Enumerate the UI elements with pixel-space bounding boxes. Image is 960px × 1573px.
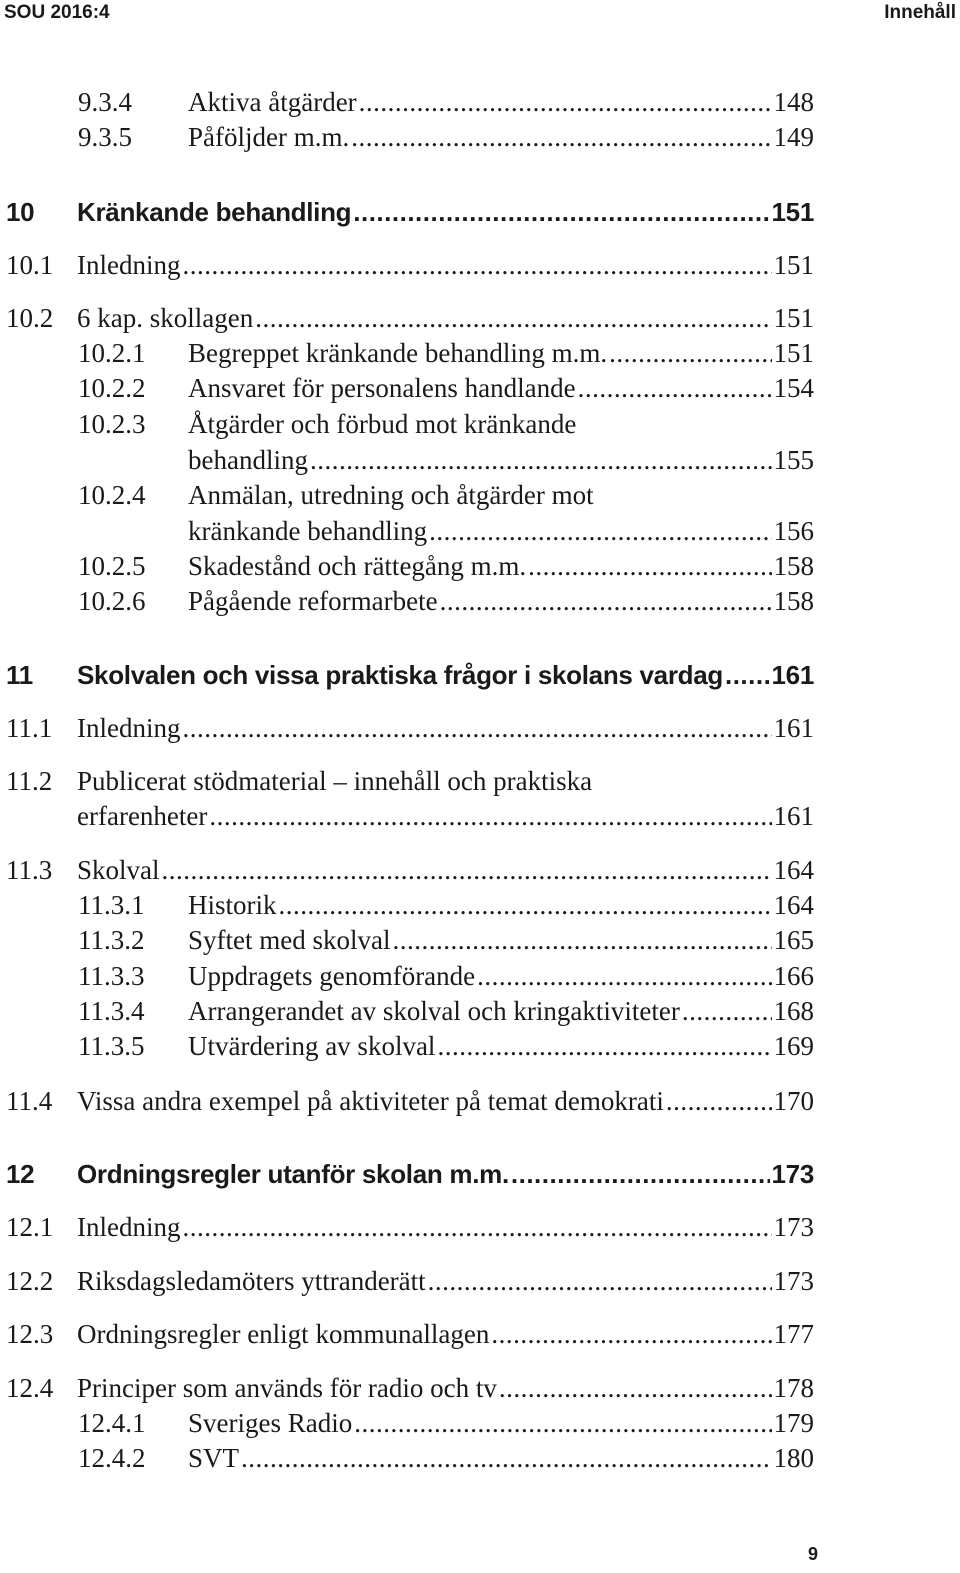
toc-number: 11.2	[6, 766, 53, 796]
toc-number: 12.4	[6, 1373, 54, 1403]
toc-number: 11.3.2	[78, 925, 145, 955]
toc-number: 11.1	[6, 713, 53, 743]
toc-number: 10.2.3	[78, 409, 146, 439]
toc-page: 151	[773, 303, 814, 333]
toc-title: Inledning ..... 151	[77, 250, 814, 281]
dot-leader	[666, 1086, 772, 1117]
page-number: 9	[807, 1544, 818, 1564]
toc-number: 12.3	[6, 1319, 54, 1349]
dot-leader	[241, 1443, 771, 1474]
toc-title: Inledning ..... 161	[77, 713, 814, 744]
toc-page: 161	[773, 713, 814, 743]
toc-page: 164	[773, 855, 814, 885]
toc-number: 12.2	[6, 1266, 54, 1296]
toc-page: 166	[773, 961, 814, 991]
toc-title: Riksdagsledamöters yttranderätt ..... 173	[77, 1266, 814, 1297]
toc-title: Vissa andra exempel på aktiviteter på temat demokrati ..... 170	[77, 1086, 814, 1117]
toc-page: 155	[773, 445, 814, 475]
dot-leader	[477, 961, 771, 992]
toc-page: 158	[773, 586, 814, 616]
toc-number: 11.3	[6, 855, 53, 885]
toc-page: 169	[773, 1031, 814, 1061]
chapter-number: 12	[6, 1159, 35, 1189]
dot-leader	[491, 1319, 771, 1350]
toc-title: Utvärdering av skolval ..... 169	[188, 1031, 814, 1062]
toc-number: 12.4.2	[78, 1443, 146, 1473]
toc-title: Åtgärder och förbud mot kränkande	[188, 409, 577, 439]
toc-number: 10.1	[6, 250, 54, 280]
toc-number: 11.3.4	[78, 996, 145, 1026]
chapter-title: Ordningsregler utanför skolan m.m. ..... 173	[77, 1159, 814, 1190]
dot-leader	[682, 996, 772, 1027]
toc-page: 164	[773, 890, 814, 920]
dot-leader	[725, 660, 770, 691]
toc-number: 10.2.4	[78, 480, 146, 510]
toc-title: Syftet med skolval ..... 165	[188, 925, 814, 956]
toc-number: 11.3.5	[78, 1031, 145, 1061]
toc-title: Publicerat stödmaterial – innehåll och praktiska	[77, 766, 593, 796]
dot-leader	[440, 586, 772, 617]
toc-title: Principer som används för radio och tv ..... 178	[77, 1373, 814, 1404]
toc-title: Pågående reformarbete ..... 158	[188, 586, 814, 617]
toc-title: SVT ..... 180	[188, 1443, 814, 1474]
dot-leader	[351, 122, 771, 153]
toc-page: 151	[771, 197, 814, 227]
toc-page: 156	[773, 516, 814, 546]
dot-leader	[182, 1212, 771, 1243]
toc-title: Uppdragets genomförande ..... 166	[188, 961, 814, 992]
toc-page: 151	[773, 338, 814, 368]
chapter-number: 10	[6, 197, 35, 227]
toc-page: 149	[773, 122, 814, 152]
toc-title: Ansvaret för personalens handlande ..... 154	[188, 373, 814, 404]
dot-leader	[310, 445, 772, 476]
toc-title: Påföljder m.m. ..... 149	[188, 122, 814, 153]
chapter-title: Skolvalen och vissa praktiska frågor i skolans vardag ..... 161	[77, 660, 814, 691]
toc-title: Skadestånd och rättegång m.m. ..... 158	[188, 551, 814, 582]
dot-leader	[609, 338, 771, 369]
dot-leader	[279, 890, 772, 921]
dot-leader	[182, 713, 771, 744]
toc-number: 10.2.1	[78, 338, 146, 368]
toc-title: 6 kap. skollagen ..... 151	[77, 303, 814, 334]
toc-number: 10.2.5	[78, 551, 146, 581]
toc-number: 9.3.4	[78, 87, 132, 117]
toc-page: 168	[773, 996, 814, 1026]
toc-number: 12.1	[6, 1212, 54, 1242]
toc-page: 180	[773, 1443, 814, 1473]
dot-leader	[578, 373, 772, 404]
toc-title-continued: behandling ..... 155	[188, 445, 814, 476]
toc-title: Skolval ..... 164	[77, 855, 814, 886]
toc-page: 165	[773, 925, 814, 955]
dot-leader	[511, 1159, 770, 1190]
toc-page: 148	[773, 87, 814, 117]
section-name: Innehåll	[884, 2, 956, 23]
dot-leader	[359, 87, 772, 118]
toc-title: Ordningsregler enligt kommunallagen ..... 177	[77, 1319, 814, 1350]
toc-page: 177	[773, 1319, 814, 1349]
toc-page: 154	[773, 373, 814, 403]
toc-number: 10.2	[6, 303, 54, 333]
dot-leader	[182, 250, 771, 281]
toc-title-continued: kränkande behandling ..... 156	[188, 516, 814, 547]
dot-leader	[255, 303, 771, 334]
toc-number: 10.2.6	[78, 586, 146, 616]
toc-page: 178	[773, 1373, 814, 1403]
toc-title: Sveriges Radio ..... 179	[188, 1408, 814, 1439]
dot-leader	[499, 1373, 772, 1404]
toc-page: 161	[771, 660, 814, 690]
dot-leader	[392, 925, 771, 956]
dot-leader	[354, 1408, 771, 1439]
dot-leader	[437, 1031, 771, 1062]
toc-number: 9.3.5	[78, 122, 132, 152]
toc-number: 11.3.3	[78, 961, 145, 991]
toc-title: Anmälan, utredning och åtgärder mot	[188, 480, 594, 510]
dot-leader	[209, 801, 771, 832]
running-header	[0, 0, 960, 30]
chapter-number: 11	[6, 660, 33, 690]
toc-page: 179	[773, 1408, 814, 1438]
toc-page: 173	[773, 1266, 814, 1296]
toc-page: 170	[773, 1086, 814, 1116]
toc-title: Historik ..... 164	[188, 890, 814, 921]
toc-title: Aktiva åtgärder ..... 148	[188, 87, 814, 118]
toc-page: 173	[771, 1159, 814, 1189]
dot-leader	[528, 551, 771, 582]
toc-title: Arrangerandet av skolval och kringaktiviteter ..... 168	[188, 996, 814, 1027]
toc-title: Inledning ..... 173	[77, 1212, 814, 1243]
toc-title: Begreppet kränkande behandling m.m. ..... 151	[188, 338, 814, 369]
toc-page: 161	[773, 801, 814, 831]
document-reference: SOU 2016:4	[4, 2, 110, 23]
dot-leader	[429, 516, 771, 547]
chapter-title: Kränkande behandling ..... 151	[77, 197, 814, 228]
toc-number: 10.2.2	[78, 373, 146, 403]
toc-page: 158	[773, 551, 814, 581]
dot-leader	[162, 855, 772, 886]
toc-number: 11.4	[6, 1086, 53, 1116]
dot-leader	[428, 1266, 772, 1297]
toc-page: 173	[773, 1212, 814, 1242]
dot-leader	[353, 197, 769, 228]
toc-number: 12.4.1	[78, 1408, 146, 1438]
toc-title-continued: erfarenheter ..... 161	[77, 801, 814, 832]
toc-number: 11.3.1	[78, 890, 145, 920]
toc-page: 151	[773, 250, 814, 280]
